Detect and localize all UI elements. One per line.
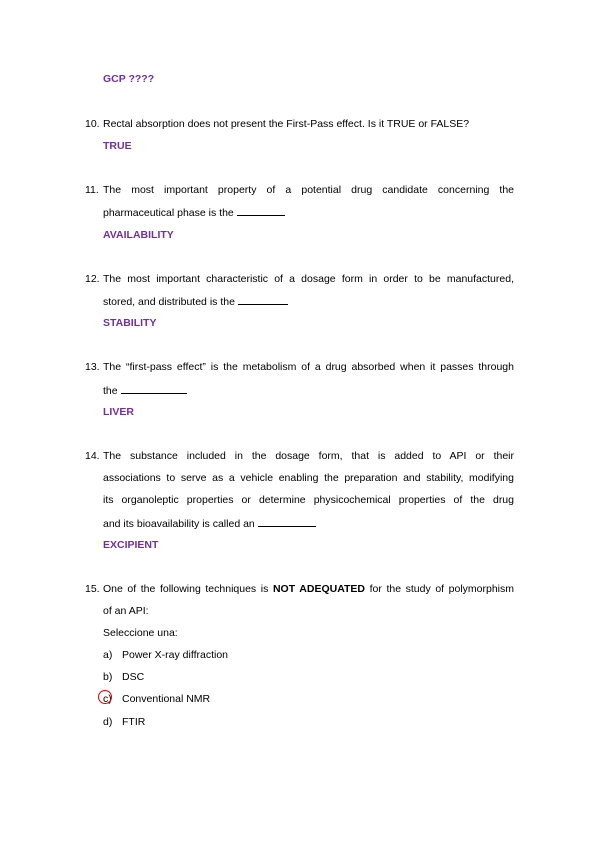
question-14-line-4 xyxy=(103,516,514,531)
question-14-answer: EXCIPIENT xyxy=(103,539,159,551)
question-10-answer: TRUE xyxy=(103,140,132,152)
question-10-text: Rectal absorption does not present the First-Pass effect. Is it TRUE or FALSE? xyxy=(103,118,470,130)
question-11-number: 11. xyxy=(85,184,99,196)
question-12-line-1: The most important characteristic of a dosage form in order to be manufactured, xyxy=(103,273,514,285)
question-11-line-2-text: pharmaceutical phase is the xyxy=(103,207,234,219)
question-15-line-2: of an API: xyxy=(103,605,149,617)
question-14-line-2: associations to serve as a vehicle enabling the preparation and stability, modifying xyxy=(103,472,514,484)
question-11-line-2 xyxy=(103,205,514,220)
option-d-letter: d) xyxy=(103,716,113,728)
question-13-line-1: The “first-pass effect” is the metabolism of a drug absorbed when it passes through xyxy=(103,361,514,373)
question-13-line-2-text: the xyxy=(103,385,118,397)
question-14-line-3: its organoleptic properties or determine physicochemical properties of the drug xyxy=(103,494,514,506)
question-12-number: 12. xyxy=(85,273,100,285)
question-11-answer: AVAILABILITY xyxy=(103,229,174,241)
question-14-line-1: The substance included in the dosage form, that is added to API or their xyxy=(103,450,514,462)
answer-blank xyxy=(258,516,316,527)
question-12-line-2-text: stored, and distributed is the xyxy=(103,296,235,308)
answer-blank xyxy=(121,383,187,394)
selected-answer-circle-mark xyxy=(98,690,112,704)
question-10-number: 10. xyxy=(85,118,100,130)
question-12-line-2 xyxy=(103,294,514,309)
question-13-answer: LIVER xyxy=(103,406,134,418)
option-c-text: Conventional NMR xyxy=(122,693,211,705)
question-11-line-1: The most important property of a potential drug candidate concerning the xyxy=(103,184,514,196)
question-15-line-1-bold: NOT ADEQUATED xyxy=(272,583,366,595)
question-15-line-1-post: for the study of polymorphism xyxy=(369,583,515,595)
option-a-text: Power X-ray diffraction xyxy=(122,649,229,661)
question-14-line-4-text: and its bioavailability is called an xyxy=(103,518,255,530)
header-answer: GCP ???? xyxy=(103,73,155,85)
question-12-answer: STABILITY xyxy=(103,317,157,329)
answer-blank xyxy=(237,205,285,216)
option-c-letter: c) xyxy=(103,693,112,705)
option-a-letter: a) xyxy=(103,649,113,661)
question-15-number: 15. xyxy=(85,583,100,595)
option-b-letter: b) xyxy=(103,671,113,683)
option-b-text: DSC xyxy=(122,671,145,683)
answer-blank xyxy=(238,294,288,305)
question-14-number: 14. xyxy=(85,450,100,462)
question-15-line-1 xyxy=(103,582,514,596)
question-15-prompt: Seleccione una: xyxy=(103,627,178,639)
question-15-line-1-pre: One of the following techniques is xyxy=(103,583,269,595)
question-13-line-2 xyxy=(103,383,514,398)
option-d-text: FTIR xyxy=(122,716,146,728)
question-13-number: 13. xyxy=(85,361,100,373)
